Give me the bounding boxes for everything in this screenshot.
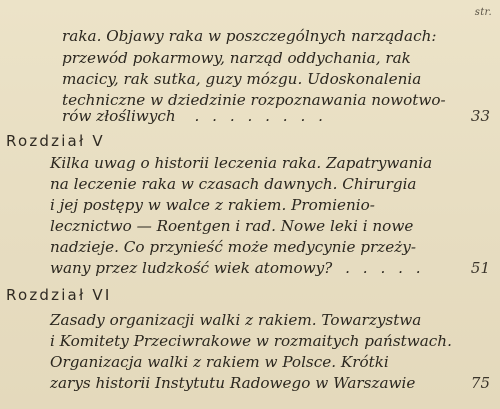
entry-text-line: na leczenie raka w czasach dawnych. Chirurgia: [50, 175, 417, 193]
page-column-label: str.: [474, 7, 492, 18]
dot-leaders: . . . . .: [345, 259, 425, 277]
entry-text-line: Zasady organizacji walki z rakiem. Towarzystwa: [50, 311, 422, 329]
page-number: 33: [470, 107, 490, 125]
entry-text-line: przewód pokarmowy, narząd oddychania, rak: [62, 49, 411, 67]
entry-text-line: i jej postępy w walce z rakiem. Promienio-: [50, 196, 375, 214]
entry-text-line: zarys historii Instytutu Radowego w Warszawie: [50, 374, 416, 392]
entry-text-line: nadzieje. Co przynieść może medycynie przeży-: [50, 238, 416, 256]
chapter-heading: Rozdział V: [6, 132, 105, 150]
entry-text-line: raka. Objawy raka w poszczególnych narządach:: [62, 27, 437, 45]
dot-leaders: . . . . . . . .: [194, 107, 327, 125]
entry-text-line: macicy, rak sutka, guzy mózgu. Udoskonalenia: [62, 70, 422, 88]
entry-text-line: lecznictwo — Roentgen i rad. Nowe leki i nowe: [50, 217, 414, 235]
entry-text-line: i Komitety Przeciwrakowe w rozmaitych państwach.: [50, 332, 452, 350]
entry-text-fragment: wany przez ludzkość wiek atomowy?: [50, 259, 333, 277]
page-number: 51: [470, 259, 490, 277]
entry-text-fragment: rów złośliwych: [62, 107, 176, 125]
entry-text-line: techniczne w dziedzinie rozpoznawania nowotwo-: [62, 91, 446, 109]
entry-text-line: [50, 258, 425, 278]
entry-text-line: Organizacja walki z rakiem w Polsce. Krótki: [50, 353, 389, 371]
entry-text-line: [62, 106, 327, 126]
entry-text-line: Kilka uwag o historii leczenia raka. Zapatrywania: [50, 154, 433, 172]
chapter-heading: Rozdział VI: [6, 286, 112, 304]
page-number: 75: [470, 374, 490, 392]
